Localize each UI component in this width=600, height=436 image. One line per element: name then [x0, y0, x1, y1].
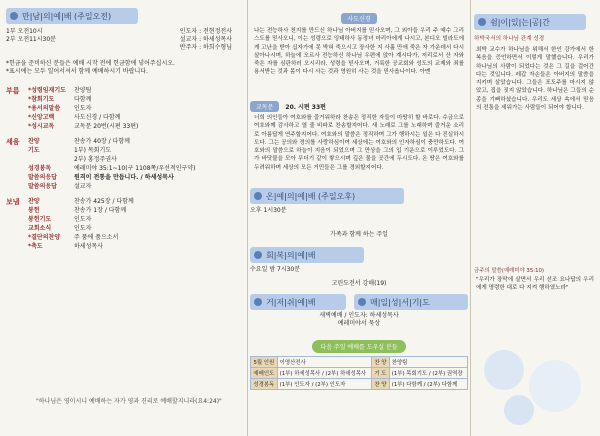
- bullet-icon: [254, 251, 262, 259]
- table-cell: 기 도: [372, 368, 390, 379]
- rest-body-text: 최박 교수가 하나님을 위해서 한인 강가에서 한 복음을 증언하면서 이렇게 말했습니다. 우리가 하나님의 사람이 되었다는 것은 그 길을 걸어간다는 것입니다. 레갑 자손들은 아버지의 말씀을 지키며 살았습니다. 그들은 포도주를 마시지 않았고, 집을 짓지 않았습니다. 하나님은 그들의 순종을 기뻐하셨습니다. 우리도 세상 속에서 믿음의 전통을 세워가는 사람들이 되어야 합니다.: [476, 47, 594, 112]
- section-build: [6, 137, 244, 191]
- table-row: [251, 368, 468, 379]
- item-key: 교회소식: [28, 225, 52, 232]
- item-value: 하세성목사: [74, 243, 103, 250]
- item-key: [28, 155, 74, 164]
- bullet-icon: [358, 298, 366, 306]
- header-text: 쉼|이|있|는|공|간: [490, 17, 550, 27]
- item-value: 다함께: [74, 96, 92, 103]
- table-cell: 찬양팀: [389, 357, 467, 368]
- item-value: 인도자: [74, 225, 92, 232]
- item-key: *성령임재기도: [28, 87, 66, 94]
- evening-subtitle: 가족과 함께 하는 주일: [330, 231, 388, 238]
- role-1: 인도자 : 전현정전사: [179, 28, 232, 35]
- table-cell: 예배인도: [251, 368, 278, 379]
- daily-prayer-header: [354, 294, 468, 310]
- role-3: 반주자 : 하희수형님: [179, 44, 232, 51]
- service-times: [6, 28, 56, 52]
- table-row: [251, 357, 468, 368]
- item-key: 말씀의응답: [28, 183, 57, 190]
- item-key: 성경봉독: [28, 165, 52, 172]
- time-2: 2부 오전11시30분: [6, 36, 56, 43]
- item-value: 예레미야 35:1~10(구 1108쪽/우선적인구약): [74, 165, 196, 172]
- item-value: 설교자: [74, 183, 92, 190]
- item-value: 인도자: [74, 216, 92, 223]
- table-cell: 성경봉독: [251, 379, 278, 390]
- item-key: *축도: [28, 243, 43, 250]
- item-value: 1부) 목회기도: [74, 147, 112, 154]
- daily-prayer-info: 예레미야서 묵상: [337, 320, 381, 327]
- rest-space-column: [474, 0, 596, 436]
- wed-time: 수요일 밤 7시30분: [250, 266, 301, 273]
- table-cell: (1부) 인도자 / (2부) 인도자: [277, 379, 371, 390]
- morning-worship-column: [6, 0, 244, 436]
- time-role-block: [6, 28, 244, 52]
- item-value: 사도신경 / 다함께: [74, 114, 121, 121]
- table-cell: (1부) 다함께 / (2부) 다함께: [389, 379, 467, 390]
- section-tag: 세움: [6, 138, 20, 146]
- bullet-icon: [254, 192, 262, 200]
- dawn-worship-header: [250, 294, 346, 310]
- item-key: 봉헌: [28, 207, 40, 214]
- header-text: 매|일|성|서|기|도: [370, 297, 430, 307]
- item-key: *용서의말씀: [28, 105, 61, 112]
- service-roles: [180, 28, 232, 52]
- wed-sermon: 고린도전서 강해(19): [331, 280, 387, 287]
- header-text: 회|복|의|예|배: [266, 250, 316, 260]
- recovery-worship-header: [250, 247, 364, 263]
- item-key: *결단의찬양: [28, 234, 61, 241]
- reading-title: 교독문: [250, 101, 279, 112]
- item-value: 찬송가 425장 / 다함께: [74, 198, 134, 205]
- item-value: 주 품에 품으소서: [74, 234, 119, 241]
- creed-text: 나는 전능하사 천지를 만드신 하나님 아버지를 믿사오며, 그 외아들 우리 주 예수 그리스도를 믿사오니, 이는 성령으로 잉태하사 동정녀 마리아에게 나시고, 본디오 빌라도에게 고난을 받아 십자가에 못 박혀 죽으시고 장사한 지 사흘 만에 죽은 자 가운데서 다시 살아나시며, 하늘에 오르사 전능하신 하나님 우편에 앉아 계시다가, 저리로서 산 자와 죽은 자를 심판하러 오시리라. 성령을 믿사오며, 거룩한 공교회와 성도의 교제와 죄를 용서받는 것과 몸이 다시 사는 것과 영원히 사는 것을 믿사옵나이다. 아멘: [254, 28, 464, 76]
- item-key: *성시교독: [28, 123, 55, 130]
- item-value: 인도자: [74, 105, 92, 112]
- fold-line: [470, 0, 471, 436]
- item-value: 찬송가 1장 / 다함께: [74, 207, 127, 214]
- table-cell: (1부) 목회기도 / (2부) 권역장: [389, 368, 467, 379]
- table-row: [251, 379, 468, 390]
- item-value: 찬송가 40장 / 다함께: [74, 138, 130, 145]
- rest-space-header: [474, 14, 586, 30]
- creed-title: 사도신경: [341, 13, 376, 24]
- creed-column: [250, 0, 468, 436]
- item-key: 봉헌기도: [28, 216, 52, 223]
- item-value: 2부) 홍정주권사: [74, 156, 117, 163]
- dawn-worship-info: 새벽예배 / 인도자: 하세성목사: [319, 312, 399, 319]
- section-call: [6, 86, 244, 131]
- flower-decoration-icon: [484, 350, 524, 390]
- footer-verse: "하나님은 영이시니 예배하는 자가 영과 진리로 예배할지니라(요4:24)": [36, 398, 222, 405]
- morning-worship-header: [6, 8, 138, 24]
- item-key: *신앙고백: [28, 114, 55, 121]
- table-cell: 찬 양: [372, 379, 390, 390]
- header-text: 만|남|의|예|배 (주일오전): [22, 11, 112, 21]
- helpers-title: 다음 주일 예배를 도우실 분들: [312, 340, 405, 353]
- evening-worship-header: [250, 188, 404, 204]
- reading-text: 너희 의인들아 여호와를 즐거워하라 찬송은 정직한 자들이 마땅히 할 바로다. 수금으로 여호와께 감사하고 열 줄 비파로 찬송할지어다. 새 노래로 그를 노래하며 즐거운 소리로 아름답게 연주할지어다. 여호와의 말씀은 정직하며 그가 행하시는 일은 다 진실하시도다. 그는 공의와 정의를 사랑하심이여 세상에는 여호와의 인자하심이 충만하도다. 여호와의 말씀으로 하늘이 지음이 되었으며 그 만상을 그의 입 기운으로 이루었도다. 그가 바닷물을 모아 무더기 같이 쌓으시며 깊은 물을 곳간에 두시도다. 온 땅은 여호와를 두려워하며 세상의 모든 거민들은 그를 경외할지어다.: [254, 115, 464, 171]
- table-cell: (1부) 하세성목사 / (2부) 하세성목사: [277, 368, 371, 379]
- table-cell: 이영산전사: [277, 357, 371, 368]
- offering-note: *헌금을 준비하신 분들은 예배 시작 전에 헌금함에 넣어주십시오.: [6, 60, 175, 67]
- item-key: *참회기도: [28, 96, 55, 103]
- reading-heading: [250, 101, 468, 112]
- sermon-title: 원격이 전통을 만듭니다. / 하세성목사: [74, 174, 174, 181]
- bullet-icon: [478, 18, 486, 26]
- table-cell: 5월 인원: [251, 357, 278, 368]
- item-key: 말씀의응답: [28, 174, 57, 181]
- role-2: 설교자 : 하세성목사: [179, 36, 232, 43]
- rest-subtitle: 하박국서의 하나님 관계 성경: [474, 36, 545, 42]
- order-of-service: [6, 86, 244, 251]
- bullet-icon: [10, 12, 18, 20]
- time-1: 1부 오전10시: [6, 28, 43, 35]
- pray-headers: [250, 294, 468, 310]
- header-text: 거|저|쉬|예|배: [266, 297, 316, 307]
- verse-label: 금주의 말씀(예레미야 35:10): [474, 268, 545, 274]
- item-key: 찬양: [28, 138, 40, 145]
- item-value: 찬양팀: [74, 87, 92, 94]
- flower-decoration-icon: [504, 395, 534, 425]
- item-key: 찬양: [28, 198, 40, 205]
- evening-time: 오후 1시30분: [250, 207, 287, 214]
- item-value: 교독문 20번(시편 33편): [74, 123, 139, 130]
- standing-note: *표시에는 모두 일어서셔서 함께 예배하시기 바랍니다.: [6, 68, 148, 75]
- helpers-table: [250, 356, 468, 390]
- bullet-icon: [254, 298, 262, 306]
- reading-ref: 20. 시편 33편: [285, 104, 326, 111]
- fold-line: [247, 0, 248, 436]
- header-text: 온|예|의|예|배 (주일오후): [266, 191, 356, 201]
- section-send: [6, 197, 244, 251]
- section-tag: 부름: [6, 87, 20, 95]
- item-key: 기도: [28, 147, 40, 154]
- verse-text: "우리가 장막에 살면서 우리 선조 요나답의 우리에게 명령한 대로 다 지켜 행하였노라": [476, 277, 594, 292]
- table-cell: 찬 양: [372, 357, 390, 368]
- section-tag: 보냄: [6, 198, 20, 206]
- flower-decoration-icon: [529, 360, 581, 412]
